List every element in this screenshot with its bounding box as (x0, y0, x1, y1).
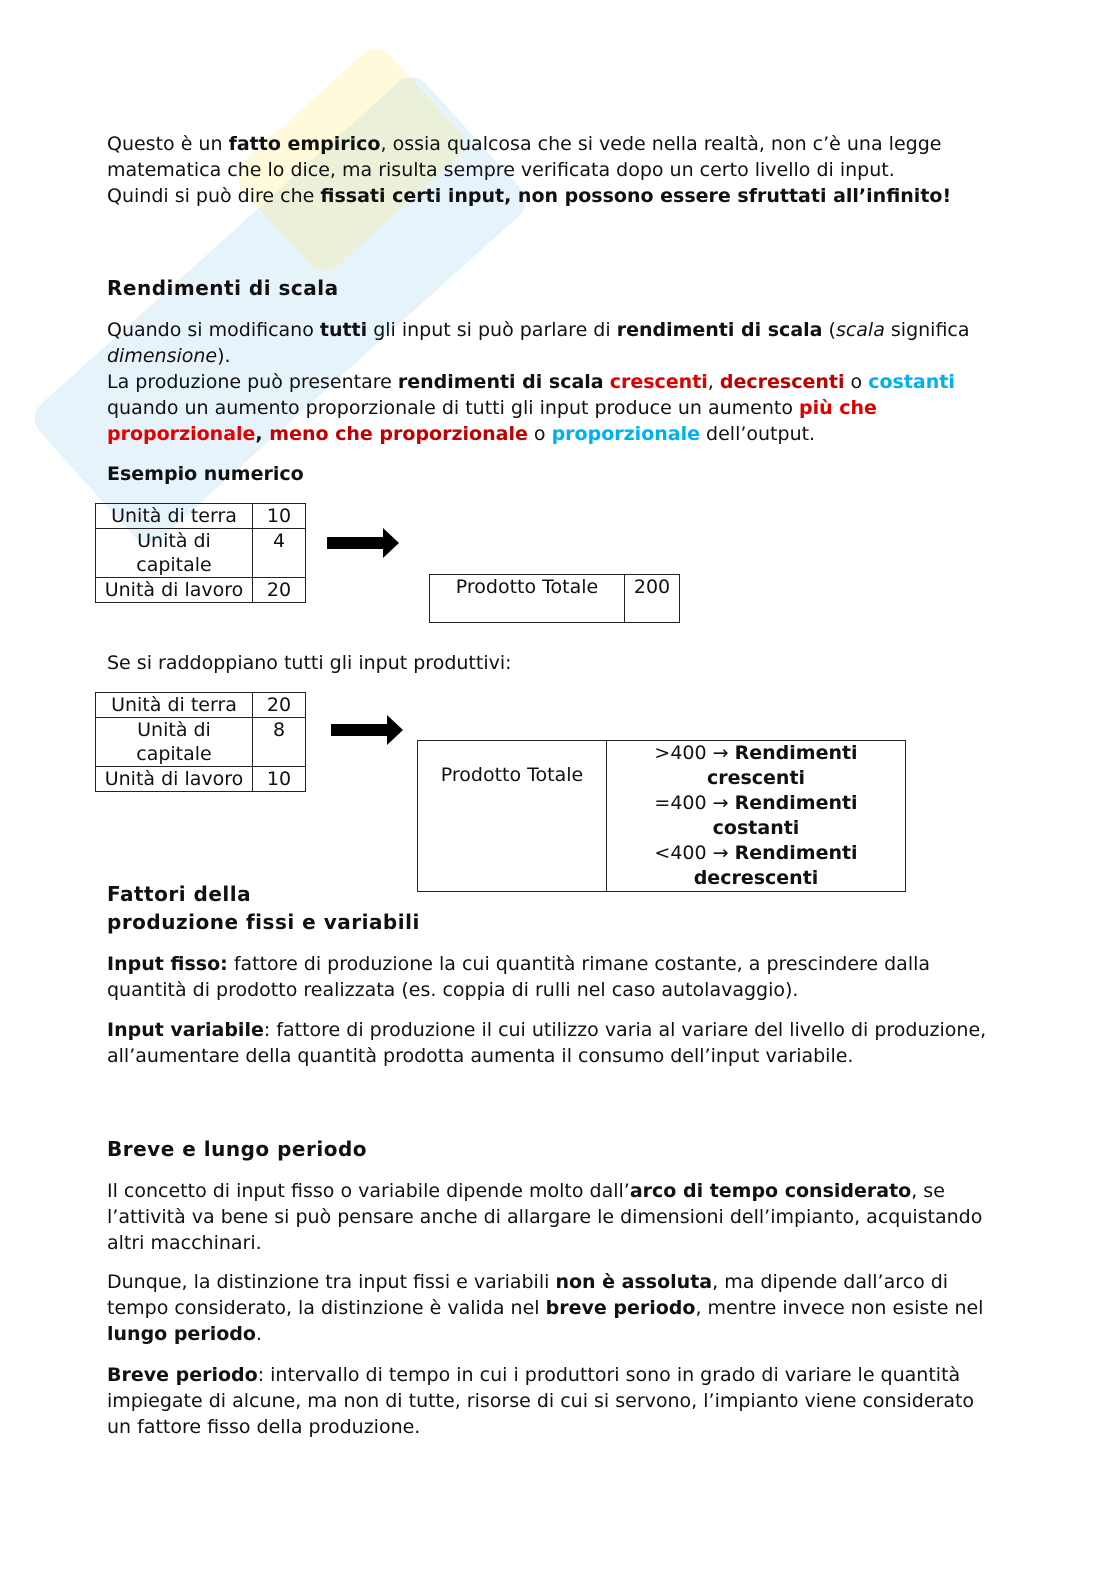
row-label: Unità di lavoro (96, 767, 253, 792)
case-costanti (611, 791, 901, 841)
row-label: Unità di terra (96, 693, 253, 718)
text-segment: Dunque, la distinzione tra input fissi e variabili (107, 1271, 556, 1293)
text-segment: La produzione può presentare (107, 371, 398, 393)
text-segment: Quindi si può dire che (107, 185, 321, 207)
text-segment: : fattore di produzione il cui utilizzo varia al variare del livello di produzione, all’aumentare della quantità prodotta aumenta il consumo dell’input variabile. (107, 1019, 987, 1067)
text-segment: , se l’attività va bene si può pensare anche di allargare le dimensioni dell’impianto, acquistando altri macchinari. (107, 1180, 983, 1254)
inputs-table-1 (95, 503, 306, 603)
text-segment: Quando si modificano (107, 319, 320, 341)
result-cases (607, 741, 906, 892)
heading-line: produzione fissi e variabili (107, 910, 420, 934)
row-value: 10 (253, 504, 306, 529)
right-arrow-icon (331, 724, 389, 736)
right-arrow-icon (327, 537, 385, 549)
text-segment: , ma dipende dall’arco di tempo considerato, la distinzione è valida nel (107, 1271, 949, 1319)
text-segment: : intervallo di tempo in cui i produttori sono in grado di variare le quantità impiegate di alcune, ma non di tutte, risorse di cui si servono, l’impianto viene considerato un fattore fisso della produzione. (107, 1364, 975, 1438)
text-segment: rendimenti di scala (616, 319, 823, 341)
text-segment: lungo periodo (107, 1323, 256, 1345)
case-result: Rendimenti decrescenti (693, 842, 858, 889)
text-segment: Input fisso: (107, 953, 228, 975)
text-segment: ). (217, 345, 231, 367)
row-value: 4 (253, 529, 306, 578)
text-segment: o (844, 371, 869, 393)
result-label: Prodotto Totale (418, 741, 607, 892)
paragraph-fatto-empirico (107, 131, 997, 209)
case-condition: <400 → (654, 842, 735, 864)
row-label: Unità di capitale (96, 529, 253, 578)
paragraph-distinzione (107, 1269, 997, 1347)
result-table-1 (429, 574, 680, 623)
result-label: Prodotto Totale (430, 575, 625, 623)
text-segment: Input variabile (107, 1019, 264, 1041)
text-segment: Il concetto di input fisso o variabile dipende molto dall’ (107, 1180, 630, 1202)
row-label: Unità di terra (96, 504, 253, 529)
text-segment: quando un aumento proporzionale di tutti gli input produce un aumento (107, 397, 799, 419)
text-segment: crescenti (609, 371, 708, 393)
text-segment: Questo è un (107, 133, 229, 155)
text-segment: fatto empirico (228, 133, 381, 155)
text-segment: più che proporzionale (107, 397, 877, 445)
text-segment: non è assoluta (555, 1271, 713, 1293)
paragraph-raddoppio: Se si raddoppiano tutti gli input produttivi: (107, 652, 512, 674)
case-condition: >400 → (654, 742, 735, 764)
case-result: Rendimenti costanti (712, 792, 858, 839)
text-segment: decrescenti (719, 371, 845, 393)
paragraph-rendimenti (107, 317, 997, 447)
text-segment: fattore di produzione la cui quantità rimane costante, a prescindere dalla quantità di prodotto realizzata (es. coppia di rulli nel caso autolavaggio). (107, 953, 931, 1001)
text-segment: fissati certi input, non possono essere sfruttati all’infinito! (320, 185, 952, 207)
text-segment: , mentre invece non esiste nel (695, 1297, 984, 1319)
paragraph-breve-periodo (107, 1362, 997, 1440)
row-value: 8 (253, 718, 306, 767)
heading-breve-lungo-periodo: Breve e lungo periodo (107, 1137, 368, 1161)
text-segment: significa (884, 319, 970, 341)
result-table-2 (417, 740, 906, 892)
text-segment: dimensione (107, 345, 218, 367)
text-segment: , (255, 423, 270, 445)
text-segment: Breve periodo (107, 1364, 258, 1386)
row-label: Unità di lavoro (96, 578, 253, 603)
text-segment: meno che proporzionale (269, 423, 528, 445)
text-segment: , ossia qualcosa che si vede nella realtà, non c’è una legge matematica che lo dice, ma risulta sempre verificata dopo un certo livello di input. (107, 133, 942, 181)
row-value: 20 (253, 693, 306, 718)
row-label: Unità di capitale (96, 718, 253, 767)
case-condition: =400 → (654, 792, 735, 814)
heading-fattori (107, 880, 997, 936)
heading-esempio-numerico: Esempio numerico (107, 463, 304, 485)
text-segment: gli input si può parlare di (367, 319, 617, 341)
text-segment: tutti (319, 319, 368, 341)
text-segment: dell’output. (700, 423, 816, 445)
row-value: 10 (253, 767, 306, 792)
row-value: 20 (253, 578, 306, 603)
case-result: Rendimenti crescenti (706, 742, 858, 789)
text-segment: breve periodo (545, 1297, 696, 1319)
text-segment: ( (822, 319, 836, 341)
text-segment: rendimenti di scala (397, 371, 604, 393)
heading-rendimenti-di-scala: Rendimenti di scala (107, 276, 339, 300)
paragraph-input-fisso (107, 951, 997, 1003)
case-crescenti (611, 741, 901, 791)
heading-line: Fattori della (107, 882, 252, 906)
text-segment: proporzionale (551, 423, 700, 445)
result-value: 200 (625, 575, 680, 623)
text-segment: , (707, 371, 720, 393)
paragraph-input-variabile (107, 1017, 997, 1069)
text-segment: scala (835, 319, 885, 341)
text-segment: costanti (868, 371, 955, 393)
text-segment: o (527, 423, 552, 445)
inputs-table-2 (95, 692, 306, 792)
text-segment: . (255, 1323, 262, 1345)
text-segment: arco di tempo considerato (629, 1180, 912, 1202)
paragraph-concetto (107, 1178, 997, 1256)
